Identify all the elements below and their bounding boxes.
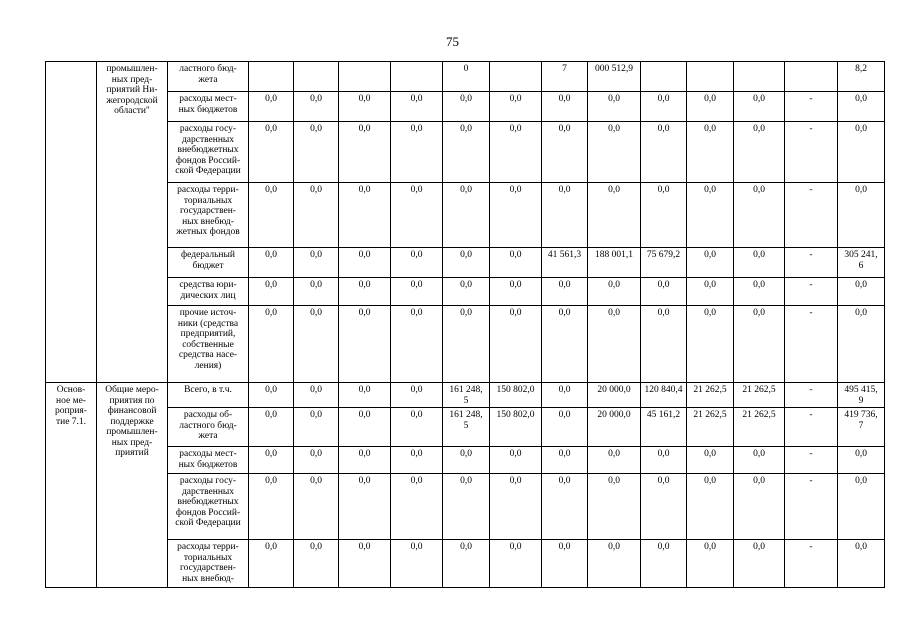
funding-source-cell: средства юри- дических лиц bbox=[168, 278, 249, 306]
value-cell bbox=[294, 62, 339, 92]
value-cell: 0,0 bbox=[339, 540, 391, 588]
value-cell: 20 000,0 bbox=[588, 383, 641, 408]
funding-source-cell: расходы об- ластного бюд- жета bbox=[168, 408, 249, 447]
value-cell: 0,0 bbox=[490, 248, 542, 278]
value-cell: 0,0 bbox=[641, 540, 687, 588]
funding-source-cell: расходы терри- ториальных государствен- ных внебюд- жетных фондов bbox=[168, 183, 249, 248]
value-cell: 41 561,3 bbox=[542, 248, 588, 278]
value-cell: 0,0 bbox=[542, 278, 588, 306]
value-cell: 0,0 bbox=[641, 183, 687, 248]
value-cell: 0,0 bbox=[641, 92, 687, 122]
value-cell: 0,0 bbox=[249, 408, 294, 447]
value-cell: 0,0 bbox=[687, 447, 734, 474]
value-cell: 120 840,4 bbox=[641, 383, 687, 408]
value-cell: 0,0 bbox=[249, 447, 294, 474]
value-cell: 150 802,0 bbox=[490, 383, 542, 408]
value-cell: 0,0 bbox=[249, 248, 294, 278]
value-cell: 0,0 bbox=[490, 540, 542, 588]
event-number-cell bbox=[46, 62, 97, 383]
value-cell bbox=[785, 62, 838, 92]
value-cell: 0,0 bbox=[339, 278, 391, 306]
value-cell: 0,0 bbox=[391, 540, 443, 588]
value-cell: 0,0 bbox=[734, 474, 785, 540]
value-cell: 0,0 bbox=[734, 278, 785, 306]
value-cell: 0,0 bbox=[443, 122, 490, 183]
value-cell: 0,0 bbox=[294, 306, 339, 383]
value-cell: 0,0 bbox=[294, 540, 339, 588]
value-cell: 0,0 bbox=[687, 248, 734, 278]
value-cell: 0,0 bbox=[249, 474, 294, 540]
value-cell: 0,0 bbox=[641, 278, 687, 306]
value-cell: 0,0 bbox=[443, 278, 490, 306]
value-cell: 0,0 bbox=[391, 92, 443, 122]
value-cell bbox=[490, 62, 542, 92]
total-cell: 0,0 bbox=[838, 306, 885, 383]
table-row bbox=[46, 92, 885, 122]
value-cell bbox=[641, 62, 687, 92]
value-cell: 0,0 bbox=[542, 183, 588, 248]
value-cell: 0,0 bbox=[542, 383, 588, 408]
value-cell: 0,0 bbox=[294, 248, 339, 278]
value-cell: 0,0 bbox=[734, 183, 785, 248]
value-cell: 0,0 bbox=[391, 474, 443, 540]
funding-source-cell: расходы госу- дарственных внебюджетных фондов Россий- ской Федерации bbox=[168, 122, 249, 183]
value-cell: - bbox=[785, 540, 838, 588]
value-cell: - bbox=[785, 383, 838, 408]
value-cell: 0,0 bbox=[734, 92, 785, 122]
value-cell: - bbox=[785, 122, 838, 183]
table-row bbox=[46, 447, 885, 474]
value-cell: - bbox=[785, 278, 838, 306]
value-cell: 0,0 bbox=[734, 248, 785, 278]
value-cell: - bbox=[785, 408, 838, 447]
value-cell: 0,0 bbox=[687, 92, 734, 122]
value-cell: 0,0 bbox=[391, 306, 443, 383]
value-cell: 0,0 bbox=[588, 183, 641, 248]
funding-source-cell: прочие источ- ники (средства предприятий, собственные средства насе- ления) bbox=[168, 306, 249, 383]
value-cell: 0,0 bbox=[249, 183, 294, 248]
value-cell: 0,0 bbox=[339, 248, 391, 278]
value-cell: 0,0 bbox=[339, 383, 391, 408]
budget-table bbox=[45, 61, 885, 588]
value-cell: - bbox=[785, 474, 838, 540]
total-cell: 0,0 bbox=[838, 183, 885, 248]
value-cell: - bbox=[785, 306, 838, 383]
value-cell: 0,0 bbox=[249, 306, 294, 383]
value-cell: 0,0 bbox=[687, 122, 734, 183]
value-cell: 0,0 bbox=[490, 278, 542, 306]
value-cell bbox=[249, 62, 294, 92]
value-cell: 0,0 bbox=[542, 92, 588, 122]
value-cell: 0,0 bbox=[443, 248, 490, 278]
value-cell: 0,0 bbox=[588, 474, 641, 540]
value-cell: 0,0 bbox=[294, 278, 339, 306]
total-cell: 305 241, 6 bbox=[838, 248, 885, 278]
value-cell: 0,0 bbox=[542, 474, 588, 540]
table-row bbox=[46, 306, 885, 383]
value-cell: 0,0 bbox=[443, 447, 490, 474]
event-name-cell: Общие меро- приятия по финансовой поддержке промышлен- ных пред- приятий bbox=[97, 383, 168, 588]
value-cell: 0,0 bbox=[391, 248, 443, 278]
value-cell: 0,0 bbox=[490, 92, 542, 122]
value-cell: 0,0 bbox=[249, 122, 294, 183]
value-cell: 0,0 bbox=[339, 92, 391, 122]
value-cell: 0,0 bbox=[391, 278, 443, 306]
value-cell: - bbox=[785, 447, 838, 474]
value-cell: 0,0 bbox=[490, 183, 542, 248]
value-cell: 0,0 bbox=[490, 306, 542, 383]
funding-source-cell: Всего, в т.ч. bbox=[168, 383, 249, 408]
funding-source-cell: расходы мест- ных бюджетов bbox=[168, 92, 249, 122]
value-cell bbox=[734, 62, 785, 92]
value-cell: 45 161,2 bbox=[641, 408, 687, 447]
value-cell: 0 bbox=[443, 62, 490, 92]
value-cell: 0,0 bbox=[588, 540, 641, 588]
value-cell bbox=[687, 62, 734, 92]
table-row bbox=[46, 278, 885, 306]
value-cell: 0,0 bbox=[249, 540, 294, 588]
funding-source-cell: ластного бюд- жета bbox=[168, 62, 249, 92]
value-cell: 7 bbox=[542, 62, 588, 92]
funding-source-cell: расходы госу- дарственных внебюджетных фондов Россий- ской Федерации bbox=[168, 474, 249, 540]
total-cell: 0,0 bbox=[838, 540, 885, 588]
total-cell: 8,2 bbox=[838, 62, 885, 92]
value-cell: 21 262,5 bbox=[734, 383, 785, 408]
value-cell: 0,0 bbox=[391, 447, 443, 474]
value-cell: 0,0 bbox=[687, 183, 734, 248]
funding-source-cell: федеральный бюджет bbox=[168, 248, 249, 278]
value-cell: 161 248, 5 bbox=[443, 383, 490, 408]
value-cell: 21 262,5 bbox=[734, 408, 785, 447]
value-cell: 0,0 bbox=[734, 306, 785, 383]
value-cell: 0,0 bbox=[687, 278, 734, 306]
value-cell: 0,0 bbox=[339, 183, 391, 248]
value-cell: 0,0 bbox=[249, 278, 294, 306]
value-cell: 0,0 bbox=[249, 92, 294, 122]
value-cell: 0,0 bbox=[641, 474, 687, 540]
value-cell: 21 262,5 bbox=[687, 408, 734, 447]
value-cell: 150 802,0 bbox=[490, 408, 542, 447]
value-cell: 0,0 bbox=[443, 540, 490, 588]
value-cell: 0,0 bbox=[588, 92, 641, 122]
value-cell: 0,0 bbox=[443, 183, 490, 248]
value-cell: 0,0 bbox=[391, 408, 443, 447]
value-cell: 188 001,1 bbox=[588, 248, 641, 278]
value-cell: 0,0 bbox=[734, 540, 785, 588]
value-cell: 0,0 bbox=[641, 122, 687, 183]
table-row bbox=[46, 62, 885, 92]
total-cell: 0,0 bbox=[838, 447, 885, 474]
value-cell: 20 000,0 bbox=[588, 408, 641, 447]
total-cell: 495 415, 9 bbox=[838, 383, 885, 408]
value-cell: 0,0 bbox=[542, 122, 588, 183]
event-name-cell: промышлен- ных пред- приятий Ни- жегородской области" bbox=[97, 62, 168, 383]
value-cell: 0,0 bbox=[294, 447, 339, 474]
value-cell: 0,0 bbox=[542, 408, 588, 447]
value-cell: 0,0 bbox=[641, 306, 687, 383]
value-cell: 0,0 bbox=[294, 92, 339, 122]
value-cell: - bbox=[785, 183, 838, 248]
value-cell: 0,0 bbox=[294, 474, 339, 540]
value-cell: 0,0 bbox=[588, 278, 641, 306]
value-cell: - bbox=[785, 92, 838, 122]
value-cell: 0,0 bbox=[490, 474, 542, 540]
value-cell: 0,0 bbox=[490, 447, 542, 474]
value-cell bbox=[391, 62, 443, 92]
table-row bbox=[46, 474, 885, 540]
total-cell: 0,0 bbox=[838, 122, 885, 183]
value-cell: 0,0 bbox=[443, 474, 490, 540]
value-cell: 0,0 bbox=[734, 122, 785, 183]
value-cell: 0,0 bbox=[294, 122, 339, 183]
table-row bbox=[46, 183, 885, 248]
value-cell: 0,0 bbox=[339, 408, 391, 447]
table-row bbox=[46, 383, 885, 408]
value-cell: 0,0 bbox=[391, 122, 443, 183]
value-cell: 0,0 bbox=[588, 122, 641, 183]
table-row bbox=[46, 540, 885, 588]
value-cell bbox=[339, 62, 391, 92]
value-cell: 000 512,9 bbox=[588, 62, 641, 92]
value-cell: 0,0 bbox=[249, 383, 294, 408]
value-cell: 0,0 bbox=[391, 383, 443, 408]
value-cell: 0,0 bbox=[641, 447, 687, 474]
value-cell: 0,0 bbox=[339, 306, 391, 383]
total-cell: 419 736, 7 bbox=[838, 408, 885, 447]
value-cell: 21 262,5 bbox=[687, 383, 734, 408]
page-number: 75 bbox=[446, 34, 459, 49]
value-cell: 0,0 bbox=[734, 447, 785, 474]
value-cell: 0,0 bbox=[490, 122, 542, 183]
event-number-cell: Основ- ное ме- роприя- тие 7.1. bbox=[46, 383, 97, 588]
value-cell: 0,0 bbox=[294, 183, 339, 248]
value-cell: 0,0 bbox=[588, 306, 641, 383]
table-row bbox=[46, 122, 885, 183]
value-cell: 0,0 bbox=[542, 306, 588, 383]
table-row bbox=[46, 248, 885, 278]
value-cell: 0,0 bbox=[588, 447, 641, 474]
value-cell: 0,0 bbox=[294, 383, 339, 408]
total-cell: 0,0 bbox=[838, 92, 885, 122]
funding-source-cell: расходы терри- ториальных государствен- ных внебюд- bbox=[168, 540, 249, 588]
value-cell: 0,0 bbox=[687, 540, 734, 588]
value-cell: 0,0 bbox=[687, 474, 734, 540]
value-cell: 0,0 bbox=[391, 183, 443, 248]
value-cell: 0,0 bbox=[542, 447, 588, 474]
value-cell: 0,0 bbox=[687, 306, 734, 383]
table-row bbox=[46, 408, 885, 447]
value-cell: 0,0 bbox=[339, 447, 391, 474]
funding-source-cell: расходы мест- ных бюджетов bbox=[168, 447, 249, 474]
value-cell: 0,0 bbox=[339, 122, 391, 183]
value-cell: 0,0 bbox=[542, 540, 588, 588]
value-cell: 0,0 bbox=[339, 474, 391, 540]
value-cell: 0,0 bbox=[443, 92, 490, 122]
value-cell: 0,0 bbox=[443, 306, 490, 383]
value-cell: 75 679,2 bbox=[641, 248, 687, 278]
value-cell: 161 248, 5 bbox=[443, 408, 490, 447]
value-cell: 0,0 bbox=[294, 408, 339, 447]
total-cell: 0,0 bbox=[838, 278, 885, 306]
value-cell: - bbox=[785, 248, 838, 278]
total-cell: 0,0 bbox=[838, 474, 885, 540]
